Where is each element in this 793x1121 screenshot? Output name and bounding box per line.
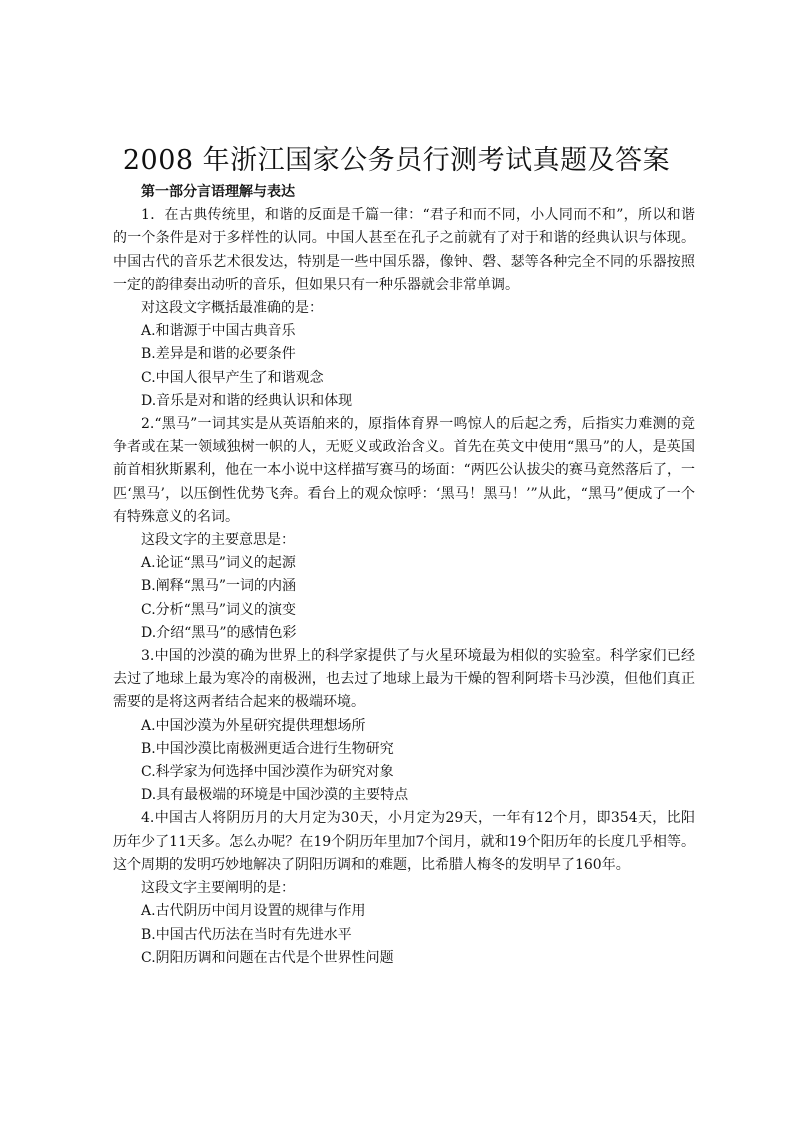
question-4-stem: 4.中国古人将阴历月的大月定为30天，小月定为29天，一年有12个月，即354天，比阳历年少了11天多。怎么办呢？在19个阴历年里加7个闰月，就和19个阳历年的长度几乎相等。这个周期的发明巧妙地解决了阴阳历调和的难题，比希腊人梅冬的发明早了160年。	[113, 810, 695, 873]
document-body	[113, 181, 695, 970]
question-2-stem: 2.“黑马”一词其实是从英语舶来的，原指体育界一鸣惊人的后起之秀，后指实力难测的竞争者或在某一领域独树一帜的人，无贬义或政治含义。首先在英文中使用“黑马”的人，是英国前首相狄斯累利，他在一本小说中这样描写赛马的场面：“两匹公认拔尖的赛马竟然落后了，一匹‘黑马’，以压倒性优势飞奔。看台上的观众惊呼：‘黑马！黑马！’”从此，“黑马”便成了一个有特殊意义的名词。	[113, 416, 695, 525]
question-2-prompt: 这段文字的主要意思是：	[141, 532, 295, 549]
question-1-stem: 1．在古典传统里，和谐的反面是千篇一律：“君子和而不同，小人同而不和”，所以和谐的一个条件是对于多样性的认同。中国人甚至在孔子之前就有了对于和谐的经典认识与体现。中国古代的音乐艺术很发达，特别是一些中国乐器，像钟、磬、瑟等各种完全不同的乐器按照一定的韵律奏出动听的音乐，但如果只有一种乐器就会非常单调。	[113, 207, 695, 293]
section-heading: 第一部分言语理解与表达	[141, 184, 295, 200]
question-3-option-b: B.中国沙漠比南极洲更适合进行生物研究	[141, 740, 394, 757]
question-2-option-d: D.介绍“黑马”的感情色彩	[141, 624, 297, 641]
question-4-option-c: C.阴阳历调和问题在古代是个世界性问题	[141, 949, 394, 966]
question-1-option-a: A.和谐源于中国古典音乐	[141, 323, 296, 340]
question-3-option-c: C.科学家为何选择中国沙漠作为研究对象	[141, 764, 394, 781]
question-4-prompt: 这段文字主要阐明的是：	[141, 880, 295, 897]
question-2-option-c: C.分析“黑马”词义的演变	[141, 601, 296, 618]
question-3-option-d: D.具有最极端的环境是中国沙漠的主要特点	[141, 787, 409, 804]
question-2-option-a: A.论证“黑马”词义的起源	[141, 555, 296, 572]
question-1-prompt: 对这段文字概括最准确的是：	[141, 300, 323, 317]
question-1-option-b: B.差异是和谐的必要条件	[141, 346, 296, 363]
question-3-option-a: A.中国沙漠为外星研究提供理想场所	[141, 717, 366, 734]
question-1-option-d: D.音乐是对和谐的经典认识和体现	[141, 392, 353, 409]
document-title: 2008 年浙江国家公务员行测考试真题及答案	[122, 145, 671, 176]
question-4-option-a: A.古代阴历中闰月设置的规律与作用	[141, 903, 366, 920]
question-3-stem: 3.中国的沙漠的确为世界上的科学家提供了与火星环境最为相似的实验室。科学家们已经去过了地球上最为寒冷的南极洲，也去过了地球上最为干燥的智利阿塔卡马沙漠，但他们真正需要的是将这两者结合起来的极端环境。	[113, 648, 695, 711]
question-2-option-b: B.阐释“黑马”一词的内涵	[141, 578, 297, 595]
question-1-option-c: C.中国人很早产生了和谐观念	[141, 369, 324, 386]
question-4-option-b: B.中国古代历法在当时有先进水平	[141, 926, 352, 943]
